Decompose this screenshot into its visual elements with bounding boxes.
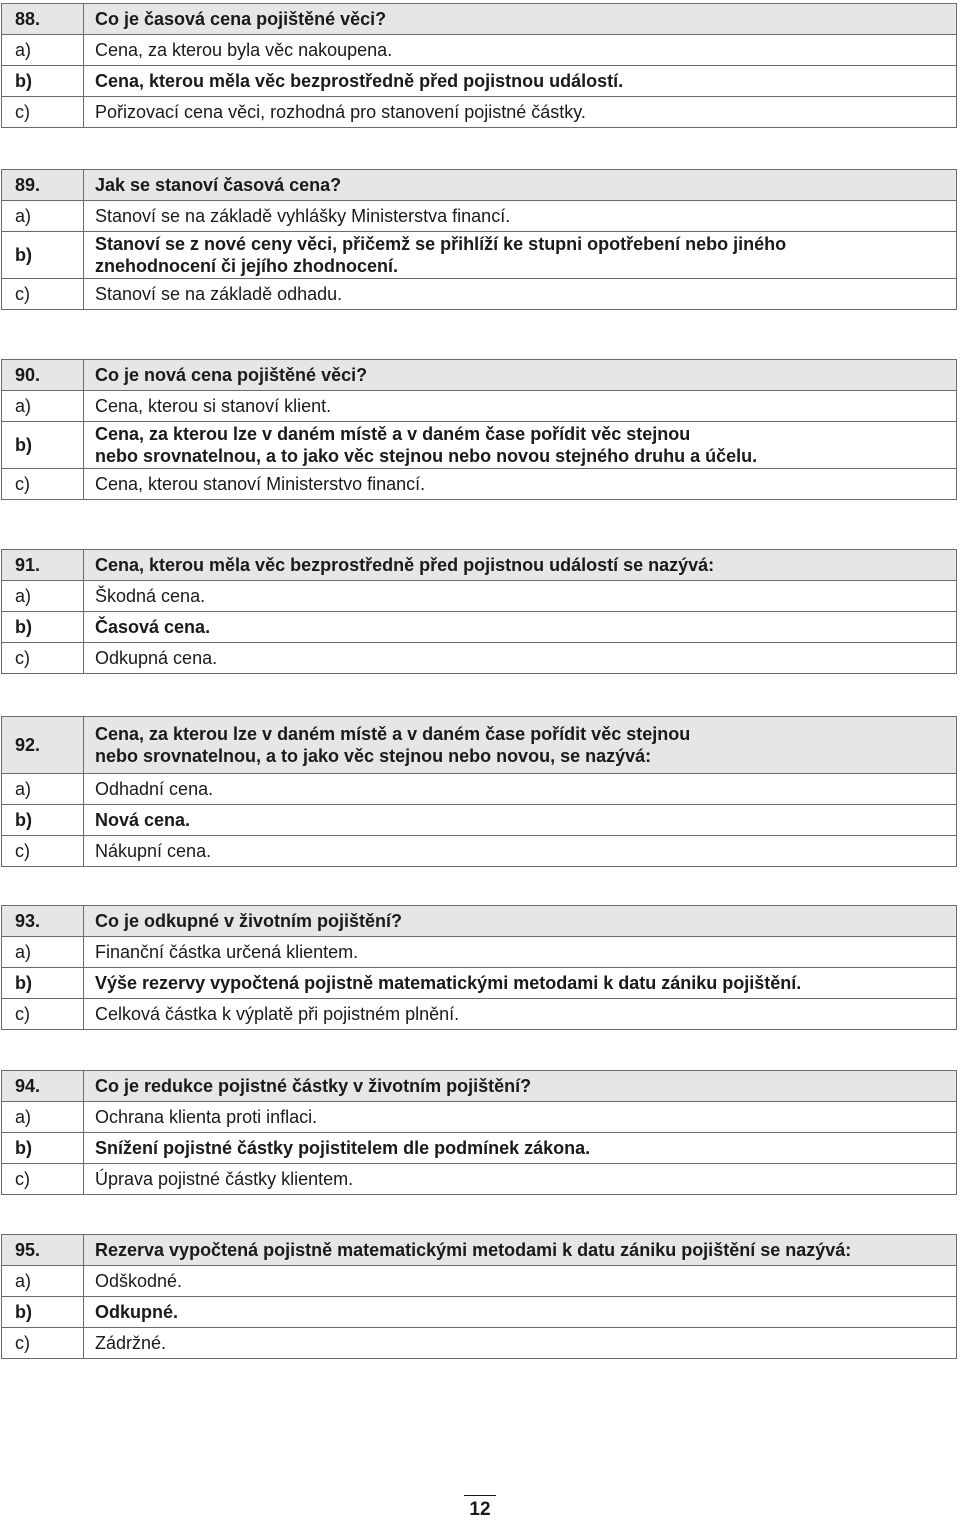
text-line: Odškodné. <box>95 1271 183 1291</box>
text-line: nebo srovnatelnou, a to jako věc stejnou nebo novou, se nazývá: <box>95 746 652 766</box>
answer-text <box>84 1133 957 1164</box>
answer-row-correct <box>2 1297 957 1328</box>
answer-row <box>2 643 957 674</box>
answer-text <box>84 774 957 805</box>
answer-text <box>84 1297 957 1328</box>
text-line: Zádržné. <box>95 1333 167 1353</box>
question-row <box>2 1235 957 1266</box>
text-line: Stanoví se na základě vyhlášky Ministerstva financí. <box>95 206 511 226</box>
answer-row <box>2 581 957 612</box>
answer-row <box>2 1266 957 1297</box>
answer-label: b) <box>2 422 84 469</box>
answer-row <box>2 999 957 1030</box>
text-line: Cena, kterou měla věc bezprostředně před pojistnou událostí se nazývá: <box>95 555 715 575</box>
answer-text <box>84 612 957 643</box>
answer-label: a) <box>2 391 84 422</box>
text-line: Ochrana klienta proti inflaci. <box>95 1107 318 1127</box>
question-row <box>2 906 957 937</box>
text-line: Celková částka k výplatě při pojistném plnění. <box>95 1004 460 1024</box>
answer-row-correct <box>2 805 957 836</box>
answer-label: c) <box>2 279 84 310</box>
question-block <box>1 3 957 128</box>
text-line: Cena, kterou měla věc bezprostředně před pojistnou událostí. <box>95 71 624 91</box>
question-text <box>84 550 957 581</box>
text-line: Co je časová cena pojištěné věci? <box>95 9 387 29</box>
answer-label: a) <box>2 1266 84 1297</box>
answer-text <box>84 422 957 469</box>
question-block <box>1 1234 957 1359</box>
answer-row <box>2 1164 957 1195</box>
text-line: Cena, za kterou lze v daném místě a v daném čase pořídit věc stejnou <box>95 424 691 444</box>
answer-label: c) <box>2 1328 84 1359</box>
question-block <box>1 359 957 500</box>
text-line: Snížení pojistné částky pojistitelem dle podmínek zákona. <box>95 1138 591 1158</box>
question-number: 88. <box>2 4 84 35</box>
answer-label: c) <box>2 1164 84 1195</box>
answer-text <box>84 643 957 674</box>
answer-text <box>84 805 957 836</box>
answer-row <box>2 836 957 867</box>
answer-row <box>2 35 957 66</box>
answer-row <box>2 937 957 968</box>
question-row <box>2 550 957 581</box>
answer-row <box>2 774 957 805</box>
text-line: Rezerva vypočtená pojistně matematickými metodami k datu zániku pojištění se nazývá: <box>95 1240 852 1260</box>
answer-text <box>84 1164 957 1195</box>
answer-row <box>2 1102 957 1133</box>
question-number: 91. <box>2 550 84 581</box>
question-row <box>2 360 957 391</box>
answer-row-correct <box>2 612 957 643</box>
answer-row-correct <box>2 968 957 999</box>
answer-row-correct <box>2 1133 957 1164</box>
text-line: Stanoví se z nové ceny věci, přičemž se přihlíží ke stupni opotřebení nebo jiného <box>95 234 787 254</box>
text-line: Finanční částka určená klientem. <box>95 942 359 962</box>
question-text <box>84 360 957 391</box>
answer-text <box>84 279 957 310</box>
text-line: Výše rezervy vypočtená pojistně matematickými metodami k datu zániku pojištění. <box>95 973 802 993</box>
answer-text <box>84 937 957 968</box>
answer-text <box>84 999 957 1030</box>
answer-label: a) <box>2 937 84 968</box>
question-block <box>1 169 957 310</box>
question-row <box>2 170 957 201</box>
question-number: 95. <box>2 1235 84 1266</box>
text-line: Co je redukce pojistné částky v životním pojištění? <box>95 1076 532 1096</box>
text-line: Cena, kterou si stanoví klient. <box>95 396 332 416</box>
answer-label: c) <box>2 469 84 500</box>
text-line: Co je nová cena pojištěné věci? <box>95 365 368 385</box>
answer-text <box>84 232 957 279</box>
answer-text <box>84 1328 957 1359</box>
text-line: Co je odkupné v životním pojištění? <box>95 911 403 931</box>
question-number: 94. <box>2 1071 84 1102</box>
text-line: Odkupné. <box>95 1302 179 1322</box>
answer-label: b) <box>2 805 84 836</box>
answer-row-correct <box>2 66 957 97</box>
question-block <box>1 549 957 674</box>
question-block <box>1 1070 957 1195</box>
text-line: nebo srovnatelnou, a to jako věc stejnou nebo novou stejného druhu a účelu. <box>95 446 758 466</box>
answer-text <box>84 35 957 66</box>
answer-row <box>2 279 957 310</box>
text-line: Cena, za kterou lze v daném místě a v daném čase pořídit věc stejnou <box>95 724 691 744</box>
text-line: Škodná cena. <box>95 586 206 606</box>
answer-row <box>2 201 957 232</box>
text-line: Nová cena. <box>95 810 191 830</box>
question-text <box>84 1071 957 1102</box>
answer-text <box>84 66 957 97</box>
answer-label: a) <box>2 774 84 805</box>
text-line: Pořizovací cena věci, rozhodná pro stanovení pojistné částky. <box>95 102 586 122</box>
answer-label: b) <box>2 1297 84 1328</box>
question-number: 90. <box>2 360 84 391</box>
answer-row <box>2 97 957 128</box>
text-line: znehodnocení či jejího zhodnocení. <box>95 256 399 276</box>
answer-row <box>2 1328 957 1359</box>
question-row <box>2 1071 957 1102</box>
answer-row <box>2 391 957 422</box>
text-line: Jak se stanoví časová cena? <box>95 175 342 195</box>
answer-label: b) <box>2 1133 84 1164</box>
answer-label: c) <box>2 836 84 867</box>
answer-label: c) <box>2 97 84 128</box>
text-line: Nákupní cena. <box>95 841 212 861</box>
answer-text <box>84 581 957 612</box>
question-text <box>84 717 957 774</box>
question-text <box>84 1235 957 1266</box>
text-line: Cena, za kterou byla věc nakoupena. <box>95 40 393 60</box>
answer-label: a) <box>2 1102 84 1133</box>
answer-text <box>84 201 957 232</box>
answer-label: b) <box>2 66 84 97</box>
answer-text <box>84 97 957 128</box>
answer-label: c) <box>2 643 84 674</box>
answer-row-correct <box>2 422 957 469</box>
question-text <box>84 4 957 35</box>
answer-row-correct <box>2 232 957 279</box>
question-block <box>1 905 957 1030</box>
answer-text <box>84 469 957 500</box>
question-row <box>2 717 957 774</box>
answer-label: a) <box>2 35 84 66</box>
answer-row <box>2 469 957 500</box>
text-line: Časová cena. <box>95 617 211 637</box>
text-line: Stanoví se na základě odhadu. <box>95 284 343 304</box>
answer-label: a) <box>2 201 84 232</box>
text-line: Odhadní cena. <box>95 779 214 799</box>
answer-text <box>84 968 957 999</box>
question-row <box>2 4 957 35</box>
question-block <box>1 716 957 867</box>
question-number: 89. <box>2 170 84 201</box>
answer-text <box>84 391 957 422</box>
question-number: 93. <box>2 906 84 937</box>
text-line: Úprava pojistné částky klientem. <box>95 1169 354 1189</box>
answer-text <box>84 1266 957 1297</box>
answer-label: b) <box>2 232 84 279</box>
text-line: Cena, kterou stanoví Ministerstvo financí. <box>95 474 426 494</box>
question-text <box>84 170 957 201</box>
answer-label: a) <box>2 581 84 612</box>
answer-text <box>84 836 957 867</box>
answer-label: b) <box>2 968 84 999</box>
answer-label: c) <box>2 999 84 1030</box>
page-number: 12 <box>464 1495 496 1521</box>
question-text <box>84 906 957 937</box>
question-number: 92. <box>2 717 84 774</box>
answer-text <box>84 1102 957 1133</box>
text-line: Odkupná cena. <box>95 648 218 668</box>
answer-label: b) <box>2 612 84 643</box>
